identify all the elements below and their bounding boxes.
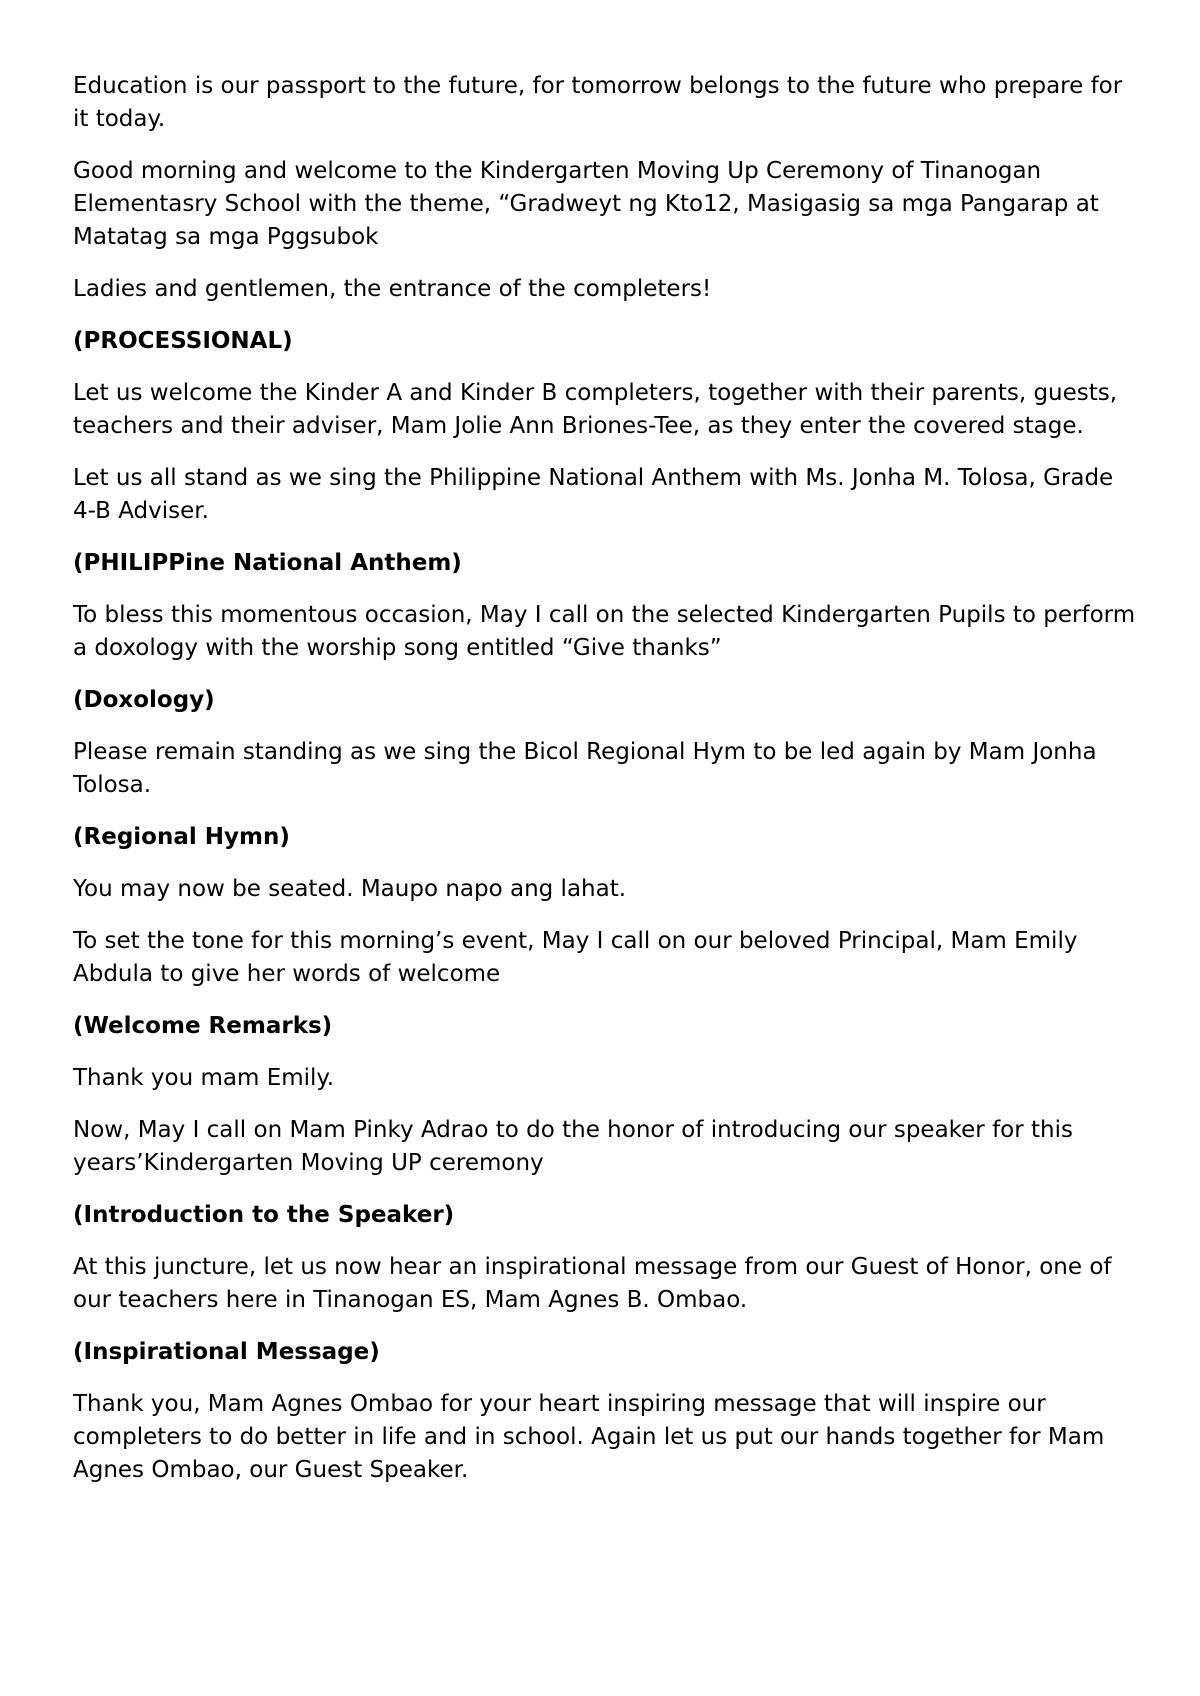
doxology-intro-paragraph: To bless this momentous occasion, May I call on the selected Kindergarten Pupils to perform a doxology with the worship song entitled “Give thanks” bbox=[73, 602, 1136, 661]
section-heading-doxology: (Doxology) bbox=[73, 687, 215, 713]
seated-paragraph: You may now be seated. Maupo napo ang lahat. bbox=[73, 876, 627, 902]
section-heading-introduction-speaker: (Introduction to the Speaker) bbox=[73, 1202, 455, 1228]
welcome-remarks-intro-paragraph: To set the tone for this morning’s event, May I call on our beloved Principal, Mam Emily Abdula to give her words of welcome bbox=[73, 928, 1078, 987]
anthem-intro-paragraph: Let us all stand as we sing the Philippine National Anthem with Ms. Jonha M. Tolosa, Grade 4-B Adviser. bbox=[73, 465, 1114, 524]
speaker-introduction-paragraph: Now, May I call on Mam Pinky Adrao to do the honor of introducing our speaker for this years’Kindergarten Moving UP ceremony bbox=[73, 1117, 1073, 1176]
opening-quote: Education is our passport to the future, for tomorrow belongs to the future who prepare for it today. bbox=[73, 73, 1123, 132]
section-heading-national-anthem: (PHILIPPine National Anthem) bbox=[73, 550, 462, 576]
regional-hymn-intro-paragraph: Please remain standing as we sing the Bicol Regional Hym to be led again by Mam Jonha Tolosa. bbox=[73, 739, 1097, 798]
entrance-announcement: Ladies and gentlemen, the entrance of the completers! bbox=[73, 276, 712, 302]
inspirational-intro-paragraph: At this juncture, let us now hear an inspirational message from our Guest of Honor, one of our teachers here in Tinanogan ES, Mam Agnes B. Ombao. bbox=[73, 1254, 1112, 1313]
thank-you-paragraph: Thank you mam Emily. bbox=[73, 1065, 335, 1091]
section-heading-welcome-remarks: (Welcome Remarks) bbox=[73, 1013, 333, 1039]
closing-thanks-paragraph: Thank you, Mam Agnes Ombao for your heart inspiring message that will inspire our completers to do better in life and in school. Again let us put our hands together for Mam Agnes Ombao, our Guest Speaker. bbox=[73, 1391, 1105, 1483]
section-heading-processional: (PROCESSIONAL) bbox=[73, 328, 293, 354]
section-heading-regional-hymn: (Regional Hymn) bbox=[73, 824, 290, 850]
processional-paragraph: Let us welcome the Kinder A and Kinder B completers, together with their parents, guests, teachers and their adviser, Mam Jolie Ann Briones-Tee, as they enter the covered stage. bbox=[73, 380, 1118, 439]
section-heading-inspirational-message: (Inspirational Message) bbox=[73, 1339, 380, 1365]
welcome-paragraph: Good morning and welcome to the Kindergarten Moving Up Ceremony of Tinanogan Elementasry School with the theme, “Gradweyt ng Kto12, Masigasig sa mga Pangarap at Matatag sa mga Pggsubok bbox=[73, 158, 1099, 250]
